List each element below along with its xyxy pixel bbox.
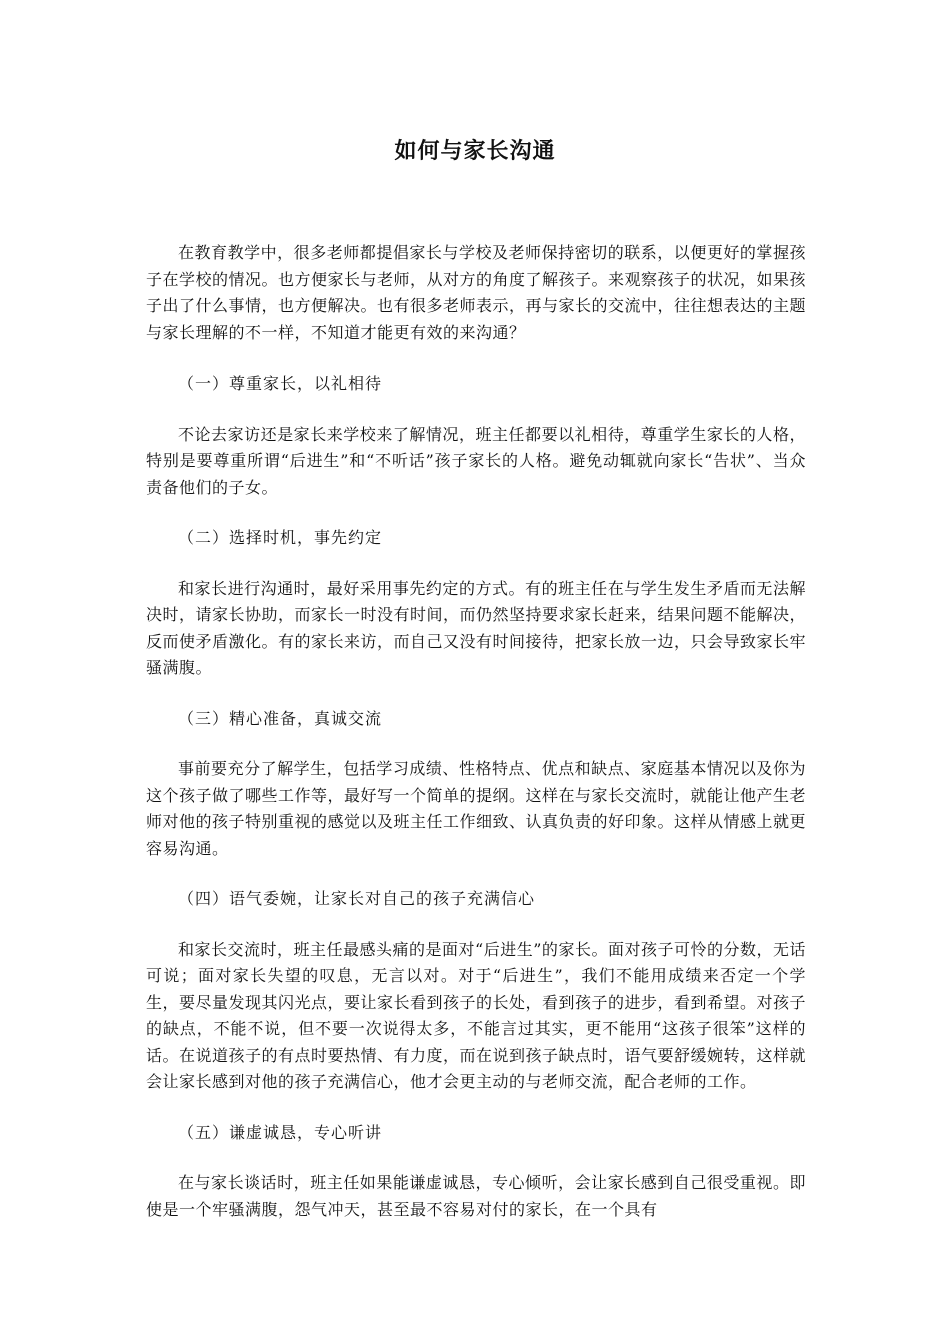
intro-paragraph: 在教育教学中，很多老师都提倡家长与学校及老师保持密切的联系，以便更好的掌握孩子在学校的情况。也方便家长与老师，从对方的角度了解孩子。来观察孩子的状况，如果孩子出了什么事情，也方便解决。也有很多老师表示，再与家长的交流中，往往想表达的主题与家长理解的不一样，不知道才能更有效的来沟通？: [146, 243, 807, 342]
section-4-paragraph: 和家长交流时，班主任最感头痛的是面对“后进生”的家长。面对孩子可怜的分数，无话可说；面对家长失望的叹息，无言以对。对于“后进生”，我们不能用成绩来否定一个学生，要尽量发现其闪光点，要让家长看到孩子的长处，看到孩子的进步，看到希望。对孩子的缺点，不能不说，但不要一次说得太多，不能言过其实，更不能用“这孩子很笨”这样的话。在说道孩子的有点时要热情、有力度，而在说到孩子缺点时，语气要舒缓婉转，这样就会让家长感到对他的孩子充满信心，他才会更主动的与老师交流，配合老师的工作。: [146, 939, 807, 1091]
section-2-heading: （二）选择时机，事先约定: [178, 528, 383, 547]
section-5-heading: （五）谦虚诚恳，专心听讲: [178, 1122, 383, 1142]
section-4-heading: （四）语气委婉，让家长对自己的孩子充满信心: [178, 889, 536, 908]
page-title: 如何与家长沟通: [394, 138, 556, 164]
section-3-heading: （三）精心准备，真诚交流: [178, 708, 383, 728]
section-5-paragraph: 在与家长谈话时，班主任如果能谦虚诚恳，专心倾听，会让家长感到自己很受重视。即使是一个牢骚满腹，怨气冲天，甚至最不容易对付的家长，在一个具有: [146, 1173, 806, 1219]
section-1-heading: （一）尊重家长，以礼相待: [178, 374, 383, 393]
section-3-paragraph: 事前要充分了解学生，包括学习成绩、性格特点、优点和缺点、家庭基本情况以及你为这个孩子做了哪些工作等，最好写一个简单的提纲。这样在与家长交流时，就能让他产生老师对他的孩子特别重视的感觉以及班主任工作细致、认真负责的好印象。这样从情感上就更容易沟通。: [146, 759, 807, 858]
document-body: [146, 240, 806, 1223]
section-2-paragraph: 和家长进行沟通时，最好采用事先约定的方式。有的班主任在与学生发生矛盾而无法解决时，请家长协助，而家长一时没有时间，而仍然坚持要求家长赶来，结果问题不能解决，反而使矛盾激化。有的家长来访，而自己又没有时间接待，把家长放一边，只会导致家长牢骚满腹。: [146, 578, 807, 677]
section-1-paragraph: 不论去家访还是家长来学校来了解情况，班主任都要以礼相待，尊重学生家长的人格，特别是要尊重所谓“后进生”和“不听话”孩子家长的人格。避免动辄就向家长“告状”、当众责备他们的子女。: [146, 424, 806, 497]
